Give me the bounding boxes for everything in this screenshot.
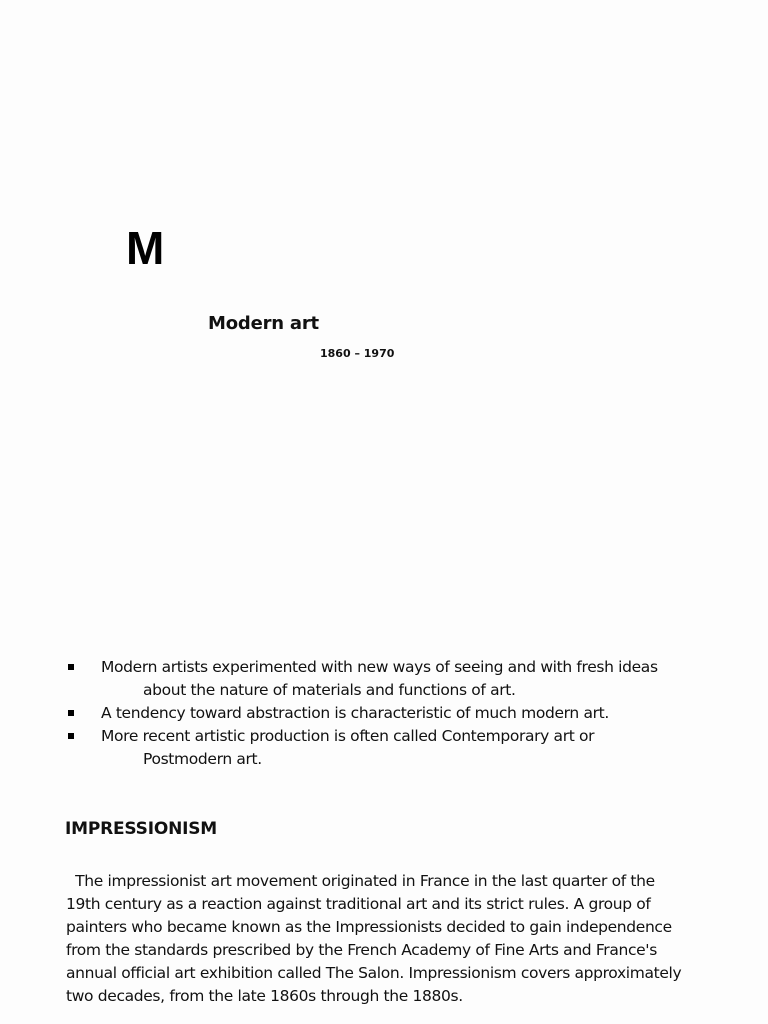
- paragraph-line: painters who became known as the Impressionists decided to gain independence: [66, 918, 672, 936]
- paragraph-line: from the standards prescribed by the French Academy of Fine Arts and France's: [66, 941, 657, 959]
- bullet-item: [64, 656, 744, 702]
- bullet-text-line: More recent artistic production is often called Contemporary art or: [101, 727, 595, 745]
- date-range: 1860 – 1970: [320, 347, 395, 360]
- bullet-item: [64, 702, 744, 725]
- paragraph-line: annual official art exhibition called The Salon. Impressionism covers approximately: [66, 964, 682, 982]
- square-bullet-icon: [68, 710, 74, 716]
- square-bullet-icon: [68, 733, 74, 739]
- cropped-title-glyph: M: [126, 222, 165, 274]
- bullet-list: [64, 656, 744, 771]
- bullet-text-line: A tendency toward abstraction is characteristic of much modern art.: [101, 704, 609, 722]
- impressionism-paragraph: [66, 870, 746, 1008]
- bullet-text-continuation: about the nature of materials and functions of art.: [143, 681, 516, 699]
- section-heading-impressionism: IMPRESSIONISM: [65, 819, 218, 839]
- bullet-item: [64, 725, 744, 771]
- paragraph-line: The impressionist art movement originated in France in the last quarter of the: [66, 872, 655, 890]
- square-bullet-icon: [68, 664, 74, 670]
- paragraph-line: two decades, from the late 1860s through the 1880s.: [66, 987, 463, 1005]
- paragraph-line: 19th century as a reaction against traditional art and its strict rules. A group of: [66, 895, 651, 913]
- bullet-text-continuation: Postmodern art.: [143, 750, 262, 768]
- bullet-text-line: Modern artists experimented with new ways of seeing and with fresh ideas: [101, 658, 658, 676]
- document-title: Modern art: [208, 313, 319, 334]
